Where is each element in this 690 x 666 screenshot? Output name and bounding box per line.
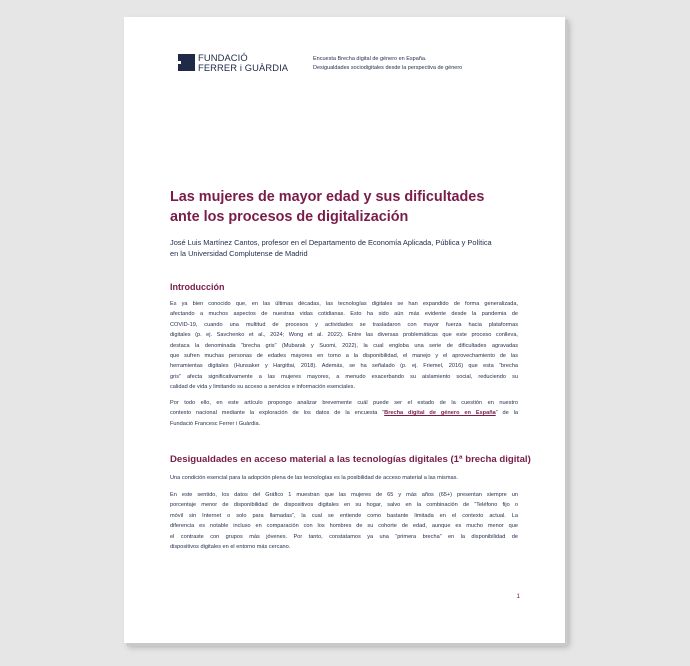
author-line-1: José Luis Martínez Cantos, profesor en el Departamento de Economía Aplicada, Pública y Política <box>170 238 492 247</box>
author-line-2: en la Universidad Complutense de Madrid <box>170 249 308 258</box>
text-line: que sufren muchas personas de edades mayores en torno a la disponibilidad, el manejo y el aprovechamiento de las <box>170 353 518 360</box>
text-line: el contraste con grupos más jóvenes. Por tanto, constatamos ya una “primera brecha” en la disponibilidad de <box>170 533 518 540</box>
document-page <box>124 17 565 643</box>
text-line: En este sentido, los datos del Gráfico 1 muestran que las mujeres de 65 y más años (65+) presentan siempre un <box>170 492 518 498</box>
logo-line-2: FERRER i GUÀRDIA <box>198 61 289 73</box>
text-line: gris” afecta significativamente a las mujeres mayores, a menudo exacerbando su aislamiento social, reduciendo su <box>170 373 518 380</box>
title-line-1: Las mujeres de mayor edad y sus dificultades <box>170 189 485 205</box>
survey-link[interactable]: Brecha digital de género en España <box>384 410 496 417</box>
text-line: calidad de vida y limitando su acceso a servicios e información esenciales. <box>170 384 355 391</box>
text-line <box>170 408 518 418</box>
header-line-2: Desigualdades sociodigitales desde la perspectiva de género <box>313 64 463 71</box>
text-line: Es ya bien conocido que, en las últimas décadas, las tecnologías digitales se han expandido de forma generalizada, <box>170 301 518 307</box>
digital-access-paragraph-2 <box>170 490 518 552</box>
text-line: afectando a muchos aspectos de nuestras vidas cotidianas. Esto ha sido aún más evidente desde la pandemia de <box>170 311 518 318</box>
header-line-1: Encuesta Brecha digital de género en España. <box>313 56 427 62</box>
text-line: dispositivos digitales en el entorno más cercano. <box>170 544 291 551</box>
digital-access-paragraph-1 <box>170 473 518 483</box>
logo-wordmark <box>198 53 288 72</box>
text-line: destaca la denominada “brecha gris” (Mubarak y Suomi, 2022), la cual engloba una serie de dificultades agravadas <box>170 342 518 349</box>
text-fragment: contexto nacional mediante la exploración de los datos de la encuesta “ <box>170 410 385 417</box>
text-line: porcentaje menor de disponibilidad de dispositivos digitales en su hogar, salvo en la combinación de “Teléfono fijo o <box>170 502 518 509</box>
logo-line-1: FUNDACIÓ <box>198 52 248 63</box>
intro-paragraph-1 <box>170 299 518 393</box>
text-line: móvil sin Internet o solo para llamadas”, la cual se entiende como bastante limitada en el contexto actual. La <box>170 512 518 519</box>
text-line: digitales (p. ej. Savchenko et al., 2024; Wong et al. 2022). Entre las diversas problemáticas que este proceso conlleva, <box>170 332 518 339</box>
digital-access-heading: Desigualdades en acceso material a las tecnologías digitales (1ª brecha digital) <box>170 454 531 465</box>
text-line: Por todo ello, en este artículo propongo analizar brevemente cuál puede ser el estado de la cuestión en nuestro <box>170 400 518 406</box>
text-line: Fundació Francesc Ferrer i Guàrdia. <box>170 420 261 427</box>
intro-heading: Introducción <box>170 282 225 292</box>
text-fragment: ” de la <box>495 410 519 417</box>
text-line: herramientas digitales (Hunsaker y Hargittai, 2018). Además, se ha señalado (p. ej. Friemel, 2016) que esta “brecha <box>170 363 518 370</box>
fundacio-logo-mark <box>178 54 195 71</box>
intro-paragraph-2 <box>170 398 518 429</box>
text-line: COVID-19, cuando una multitud de procesos y actividades se trasladaron con mayor fuerza hacia plataformas <box>170 321 518 328</box>
text-line: Una condición esencial para la adopción plena de las tecnologías es la posibilidad de acceso material a las mismas. <box>170 475 458 481</box>
publication-header <box>313 55 553 72</box>
title-line-2: ante los procesos de digitalización <box>170 209 409 225</box>
page-number: 1 <box>516 593 520 600</box>
text-line: diferencia es notable incluso en comparación con los hombres de su cohorte de edad, aunque es mucho menor que <box>170 523 518 530</box>
fundacio-logo <box>178 53 288 72</box>
article-title <box>170 187 530 227</box>
author-byline <box>170 237 530 259</box>
